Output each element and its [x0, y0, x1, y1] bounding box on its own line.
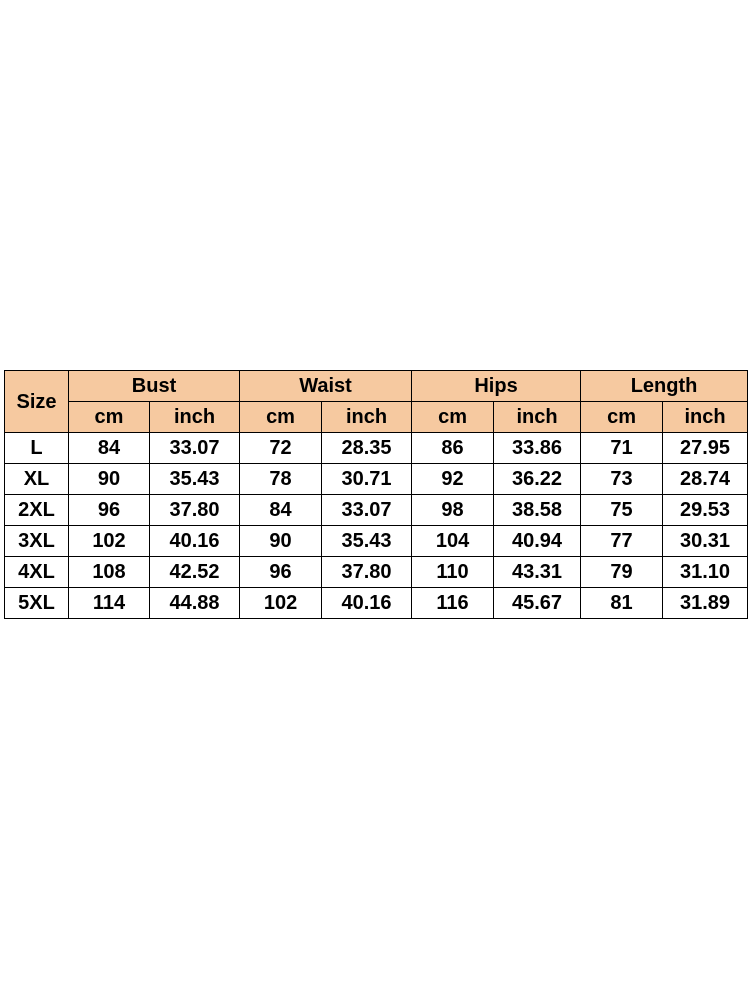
table-cell: 92 — [412, 464, 494, 495]
table-cell: 28.35 — [322, 433, 412, 464]
table-cell: 78 — [240, 464, 322, 495]
table-cell: 33.07 — [322, 495, 412, 526]
unit-header: cm — [240, 402, 322, 433]
unit-header: cm — [69, 402, 150, 433]
table-cell: 75 — [581, 495, 663, 526]
table-cell: 73 — [581, 464, 663, 495]
header-row-groups — [5, 371, 748, 402]
table-cell: 40.16 — [150, 526, 240, 557]
table-cell: 81 — [581, 588, 663, 619]
table-cell: 27.95 — [663, 433, 748, 464]
unit-header: cm — [412, 402, 494, 433]
table-row — [5, 433, 748, 464]
length-group-header: Length — [581, 371, 748, 402]
table-cell: 86 — [412, 433, 494, 464]
table-cell: 102 — [69, 526, 150, 557]
table-cell: 29.53 — [663, 495, 748, 526]
size-chart-table — [4, 370, 748, 619]
table-cell: 71 — [581, 433, 663, 464]
table-row — [5, 588, 748, 619]
table-cell: 104 — [412, 526, 494, 557]
table-cell: 72 — [240, 433, 322, 464]
size-cell: 3XL — [5, 526, 69, 557]
size-cell: 2XL — [5, 495, 69, 526]
header-row-units — [5, 402, 748, 433]
size-cell: 5XL — [5, 588, 69, 619]
table-body — [5, 433, 748, 619]
table-cell: 114 — [69, 588, 150, 619]
bust-group-header: Bust — [69, 371, 240, 402]
unit-header: cm — [581, 402, 663, 433]
table-cell: 44.88 — [150, 588, 240, 619]
table-cell: 37.80 — [150, 495, 240, 526]
table-cell: 108 — [69, 557, 150, 588]
unit-header: inch — [322, 402, 412, 433]
waist-group-header: Waist — [240, 371, 412, 402]
table-cell: 31.10 — [663, 557, 748, 588]
table-cell: 42.52 — [150, 557, 240, 588]
table-cell: 84 — [69, 433, 150, 464]
table-cell: 40.94 — [494, 526, 581, 557]
table-cell: 116 — [412, 588, 494, 619]
size-cell: 4XL — [5, 557, 69, 588]
table-cell: 38.58 — [494, 495, 581, 526]
table-cell: 30.71 — [322, 464, 412, 495]
table-cell: 28.74 — [663, 464, 748, 495]
table-cell: 110 — [412, 557, 494, 588]
table-row — [5, 557, 748, 588]
table-cell: 40.16 — [322, 588, 412, 619]
size-column-header: Size — [5, 371, 69, 433]
table-cell: 90 — [69, 464, 150, 495]
table-row — [5, 495, 748, 526]
table-cell: 96 — [240, 557, 322, 588]
table-row — [5, 526, 748, 557]
table-cell: 90 — [240, 526, 322, 557]
size-cell: L — [5, 433, 69, 464]
table-cell: 37.80 — [322, 557, 412, 588]
table-cell: 36.22 — [494, 464, 581, 495]
table-cell: 31.89 — [663, 588, 748, 619]
unit-header: inch — [494, 402, 581, 433]
size-cell: XL — [5, 464, 69, 495]
table-cell: 77 — [581, 526, 663, 557]
table-cell: 102 — [240, 588, 322, 619]
table-cell: 45.67 — [494, 588, 581, 619]
unit-header: inch — [150, 402, 240, 433]
table-cell: 79 — [581, 557, 663, 588]
table-cell: 98 — [412, 495, 494, 526]
table-cell: 33.86 — [494, 433, 581, 464]
table-cell: 84 — [240, 495, 322, 526]
hips-group-header: Hips — [412, 371, 581, 402]
unit-header: inch — [663, 402, 748, 433]
table-cell: 35.43 — [150, 464, 240, 495]
table-cell: 43.31 — [494, 557, 581, 588]
table-cell: 33.07 — [150, 433, 240, 464]
table-header — [5, 371, 748, 433]
table-cell: 35.43 — [322, 526, 412, 557]
table-row — [5, 464, 748, 495]
table-cell: 30.31 — [663, 526, 748, 557]
table-cell: 96 — [69, 495, 150, 526]
